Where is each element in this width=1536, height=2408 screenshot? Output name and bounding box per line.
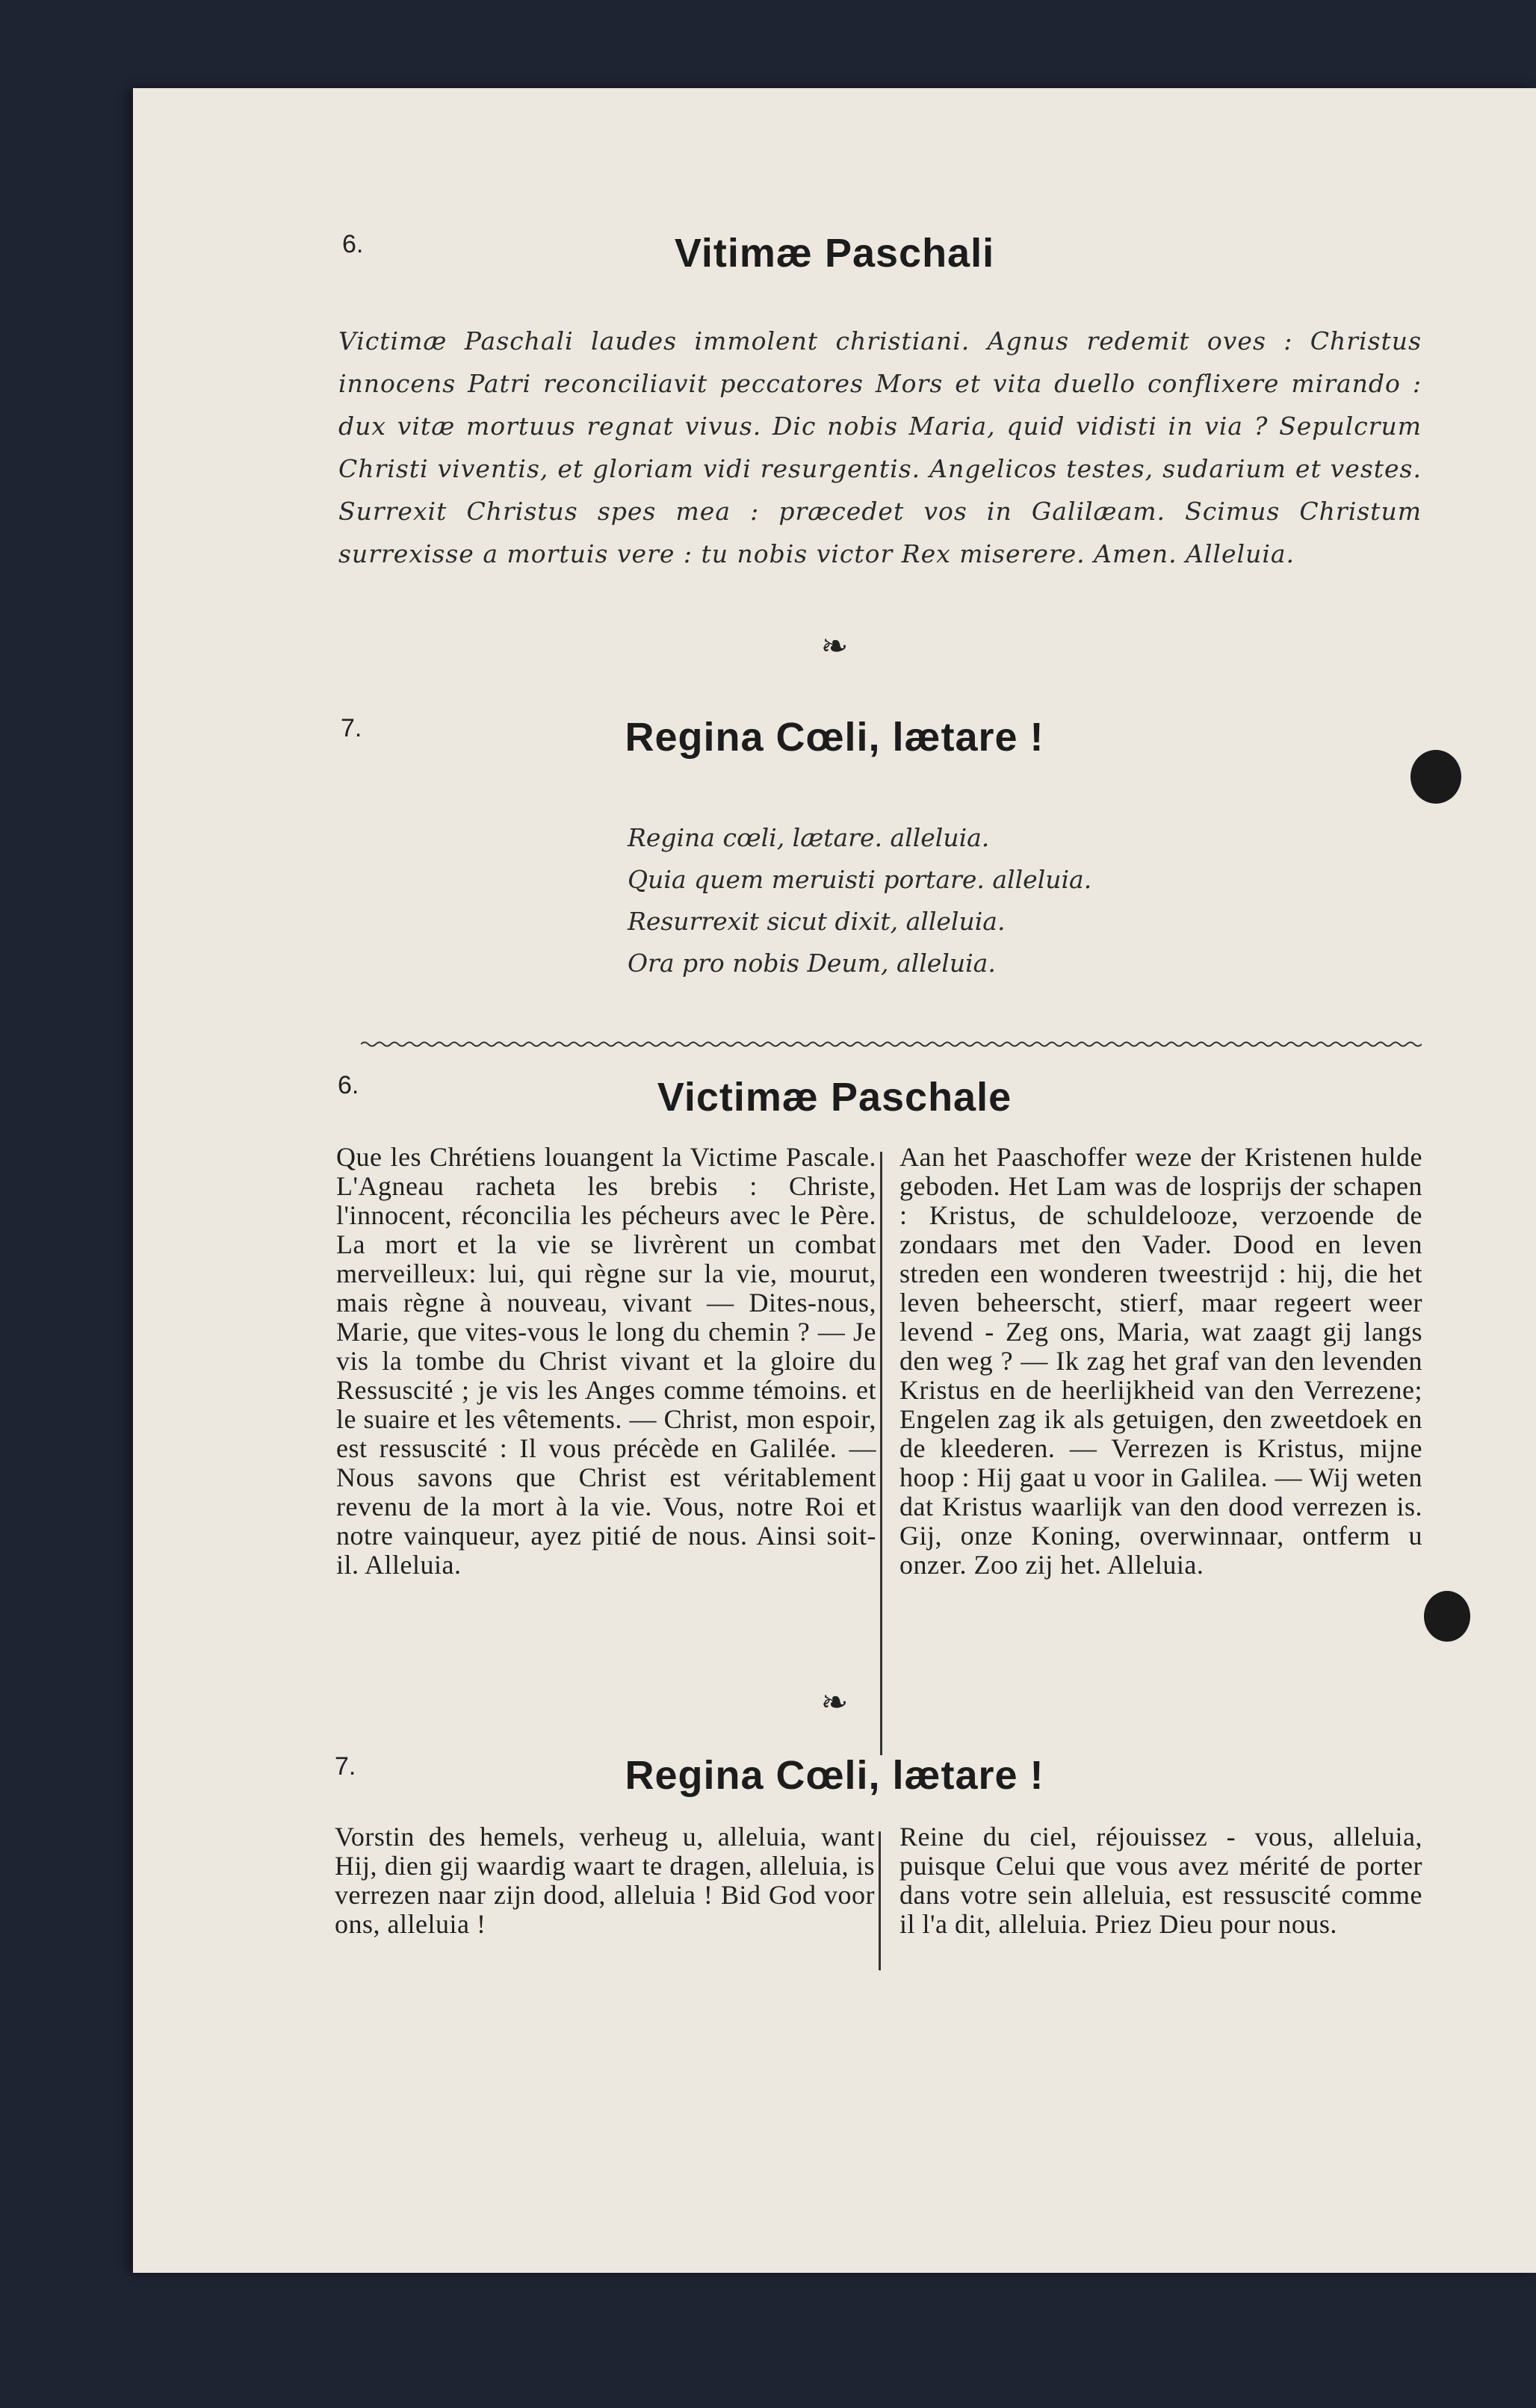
- verse-line: Resurrexit sicut dixit, alleluia.: [628, 907, 1006, 936]
- document-page: [133, 88, 1536, 2273]
- section-title: Vitimæ Paschali: [674, 231, 995, 276]
- section-number: 7.: [341, 714, 362, 742]
- column-divider: [880, 1152, 882, 1755]
- section-title: Regina Cœli, lætare !: [625, 715, 1044, 760]
- dutch-column: Aan het Paaschoffer weze der Kristenen hulde geboden. Het Lam was de losprijs der schapen : Kristus, de schuldelooze, verzoende de zondaars met den Vader. Dood en leven streden een wonderen tweestrijd : hij, die het leven beheerscht, stierf, maar regeert weer levend - Zeg ons, Maria, wat zaagt gij langs den weg ? — Ik zag het graf van den levenden Kristus en de heerlijkheid van den Verrezene; Engelen zag ik als getuigen, den zweetdoek en de kleederen. — Verrezen is Kristus, mijne hoop : Hij gaat u voor in Galilea. — Wij weten dat Kristus waarlijk van den dood verrezen is. Gij, onze Koning, overwinnaar, ontferm u onzer. Zoo zij het. Alleluia.: [899, 1142, 1422, 1580]
- latin-text: Victimæ Paschali laudes immolent christiani. Agnus redemit oves : Christus innocens Patri reconciliavit peccatores Mors et vita duello conflixere mirando : dux vitæ mortuus regnat vivus. Dic nobis Maria, quid vidisti in via ? Sepulcrum Christi viventis, et gloriam vidi resurgentis. Angelicos testes, sudarium et vestes. Surrexit Christus spes mea : præcedet vos in Galilæam. Scimus Christum surrexisse a mortuis vere : tu nobis victor Rex miserere. Amen. Alleluia.: [338, 326, 1422, 568]
- verse-block: [628, 817, 1091, 984]
- verse-line: Ora pro nobis Deum, alleluia.: [628, 949, 996, 978]
- section-number: 7.: [335, 1752, 356, 1781]
- section-title: Victimæ Paschale: [657, 1075, 1012, 1120]
- section-title: Regina Cœli, lætare !: [625, 1753, 1044, 1798]
- verse-line: Regina cœli, lætare. alleluia.: [628, 823, 990, 852]
- dutch-column: Vorstin des hemels, verheug u, alleluia, want Hij, dien gij waardig waart te dragen, alleluia, is verrezen naar zijn dood, alleluia ! Bid God voor ons, alleluia !: [335, 1822, 875, 1939]
- ornament-icon: ❧: [820, 1684, 849, 1722]
- french-column: Reine du ciel, réjouissez - vous, alleluia, puisque Celui que vous avez mérité de porter dans votre sein alleluia, est ressuscité comme il l'a dit, alleluia. Priez Dieu pour nous.: [899, 1822, 1422, 1939]
- punch-hole: [1424, 1591, 1470, 1642]
- verse-line: Quia quem meruisti portare. alleluia.: [628, 865, 1092, 894]
- section-number: 6.: [342, 230, 364, 258]
- section-number: 6.: [338, 1071, 359, 1099]
- column-divider: [879, 1831, 881, 1970]
- french-column: Que les Chrétiens louangent la Victime Pascale. L'Agneau racheta les brebis : Christe, l'innocent, réconcilia les pécheurs avec le Père. La mort et la vie se livrèrent un combat merveilleux: lui, qui règne sur la vie, mourut, mais règne à nouveau, vivant — Dites-nous, Marie, que vites-vous le long du chemin ? — Je vis la tombe du Christ vivant et la gloire du Ressuscité ; je vis les Anges comme témoins. et le suaire et les vêtements. — Christ, mon espoir, est ressuscité : Il vous précède en Galilée. — Nous savons que Christ est véritablement revenu de la mort à la vie. Vous, notre Roi et notre vainqueur, ayez pitié de nous. Ainsi soit-il. Alleluia.: [336, 1142, 876, 1580]
- wavy-divider: [361, 1039, 1422, 1049]
- punch-hole: [1410, 750, 1461, 804]
- ornament-icon: ❧: [820, 627, 849, 665]
